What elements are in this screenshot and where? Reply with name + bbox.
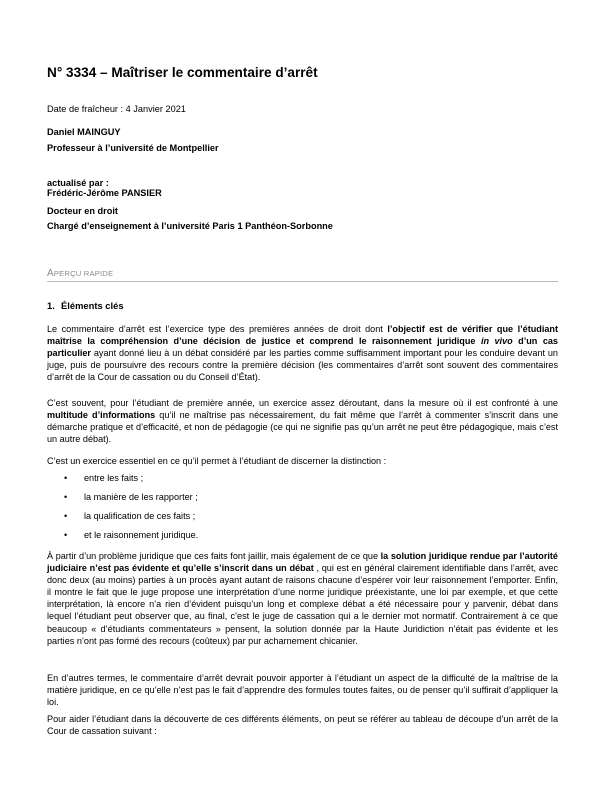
subsection-heading xyxy=(47,300,124,311)
list-item-text: et le raisonnement juridique. xyxy=(84,530,199,540)
p2-text-2: qu’il ne maîtrise pas nécessairement, du fait même que l’arrêt à commenter s’inscrit dans une démarche pratique et d’efficacité, et non de pédagogie (ce qui ne signifie pas qu’un arrêt ne peut être pédagogique, mais c’est un autre débat). xyxy=(47,410,558,445)
p1-text-2: ayant donné lieu à un débat considéré par les parties comme suffisamment important pour les conduire devant un juge, puis de poursuivre des recours contre la première décision (les commentaires d’arrêt sont souvent des commentaires d’arrêt de la Cour de cassation ou du Conseil d’État). xyxy=(47,348,558,383)
freshness-date: Date de fraîcheur : 4 Janvier 2021 xyxy=(47,104,186,114)
paragraph-intro xyxy=(47,323,558,383)
updated-by-label: actualisé par : xyxy=(47,178,109,188)
section-heading-initial: A xyxy=(47,268,54,279)
list-item xyxy=(47,510,558,529)
author-name: Daniel MAINGUY xyxy=(47,127,121,137)
section-heading-rest: PERÇU RAPIDE xyxy=(53,269,114,278)
distinction-list xyxy=(47,472,558,548)
list-item xyxy=(47,472,558,491)
section-heading-apercu-rapide xyxy=(47,268,558,282)
p1-bold-1: l’objectif est de vérifier que l’étudiant maîtrise la compréhension d’une décision de justice et comprend le raisonnement juridique xyxy=(47,324,558,347)
p2-text-1: C’est souvent, pour l’étudiant de première année, un exercice assez déroutant, dans la mesure où il est confronté à une xyxy=(47,398,558,408)
updater-role-2: Chargé d’enseignement à l’université Paris 1 Panthéon-Sorbonne xyxy=(47,221,333,231)
p1-text-1: Le commentaire d’arrêt est l’exercice type des premières années de droit dont xyxy=(47,324,388,334)
paragraph-distinction: C’est un exercice essentiel en ce qu’il permet à l’étudiant de discerner la distinction : xyxy=(47,456,387,466)
bullet-glyph: • xyxy=(64,473,68,483)
bullet-glyph: • xyxy=(64,492,68,502)
subsection-title: Éléments clés xyxy=(61,300,124,311)
updater-role-1: Docteur en droit xyxy=(47,206,118,216)
list-item-text: entre les faits ; xyxy=(84,473,144,483)
list-item xyxy=(47,529,558,548)
p1-bold-2: d’un cas particulier xyxy=(47,336,558,359)
list-item xyxy=(47,491,558,510)
list-item-text: la manière de les rapporter ; xyxy=(84,492,198,502)
bullet-glyph: • xyxy=(64,511,68,521)
paragraph-first-year xyxy=(47,397,558,445)
paragraph-problem xyxy=(47,550,558,647)
p4-bold-1: la solution juridique rendue par l’autorité judiciaire n’est pas évidente et qu’elle s’inscrit dans un débat xyxy=(47,551,558,574)
p2-bold-1: multitude d’informations xyxy=(47,410,156,421)
p1-bold-italic: in vivo xyxy=(480,336,513,347)
list-item-text: la qualification de ces faits ; xyxy=(84,511,196,521)
paragraph-other-terms: En d’autres termes, le commentaire d’arrêt devrait pouvoir apporter à l’étudiant un aspect de la difficulté de la maîtrise de la matière juridique, en ce qu’elle n’est pas le fait d’apprendre des formules toutes faites, ou de penser qu’il suffirait d’appliquer la loi. xyxy=(47,673,558,708)
p4-text-1: À partir d’un problème juridique que ces faits font jaillir, mais également de ce que xyxy=(47,551,381,561)
updater-name: Frédéric-Jérôme PANSIER xyxy=(47,188,162,198)
author-role: Professeur à l’université de Montpellier xyxy=(47,143,219,153)
document-title: N° 3334 – Maîtriser le commentaire d’arrêt xyxy=(47,65,318,80)
subsection-number: 1. xyxy=(47,300,55,311)
paragraph-help: Pour aider l’étudiant dans la découverte de ces différents éléments, on peut se référer au tableau de découpe d’un arrêt de la Cour de cassation suivant : xyxy=(47,714,558,737)
bullet-glyph: • xyxy=(64,530,68,540)
p4-text-2: , qui est en général clairement identifiable dans l’arrêt, avec donc deux (au moins) parties à un procès ayant autant de raisons chacune d’espérer voir leur raisonnement l’emporter. Enfin, il montre le fait que le juge propose une interprétation d’une norme juridique préexistante, une loi par exemple, et que cette interprétation, là encore n’a rien d’évident puisqu’un long et complexe débat a été nécessaire pour y parvenir, débat dans lequel l’étudiant peut observer que, au final, c’est le juge de cassation qui a le dernier mot normatif. Contrairement à ce que beaucoup « d’étudiants commentateurs » pensent, la solution donnée par la Haute Juridiction n’était pas évidente et les parties n’ont pas formé des recours (coûteux) par pur acharnement chicanier. xyxy=(47,563,558,646)
